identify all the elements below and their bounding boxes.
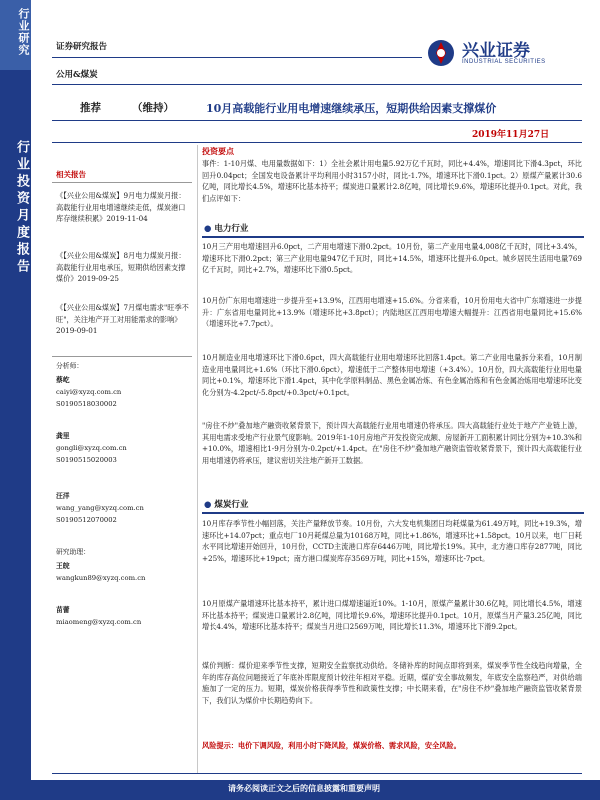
footer-disclaimer[interactable]: 请务必阅读正文之后的信息披露和重要声明 (228, 783, 380, 793)
assistant-2 (56, 604, 186, 628)
power-section-heading (204, 222, 248, 234)
bullet-icon: ● (204, 224, 212, 234)
rating-label: 推荐 (80, 102, 101, 114)
risk-warning: 风险提示：电价下调风险，利用小时下降风险，煤炭价格、需求风险，安全风险。 (202, 741, 461, 750)
analyst-3-name: 汪洋 (56, 492, 70, 500)
related-report-3[interactable]: 《【兴业公用&煤炭】7月煤电需求"旺季不旺"，关注地产开工对用能需求的影响》2019-09-01 (56, 303, 189, 335)
analyst-2 (56, 430, 186, 466)
paragraph-coal-2: 10月原煤产量增速环比基本持平，累计进口煤增速逼近10%。1-10月，原煤产量累计30.6亿吨，同比增长4.5%，增速环比基本持平；煤炭进口量累计2.8亿吨，同比增长9.6%，增速环比提升0.1pct。10月，原煤当月产量3.25亿吨，同比增长4.4%，增速环比基本持平；煤炭当月进口2569万吨，同比增长11.3%，增速环比下滑9.2pct。 (202, 599, 582, 632)
analyst-2-email[interactable]: gongli@xyzq.com.cn (56, 444, 127, 452)
sidebar-top-text: 行业研究 (17, 8, 30, 56)
header-divider (52, 57, 422, 58)
header-rule (52, 84, 582, 85)
logo-en: INDUSTRIAL SECURITIES (462, 59, 546, 65)
paragraph-power-2: 10月份广东用电增速进一步提升至+13.9%，江西用电增速+15.6%。分省来看，10月份用电大省中广东增速进一步提升：广东省用电量同比+13.9%（增速环比+3.8pct）；内陆地区江西用电增速大幅提升：江西省用电量同比+15.6%（增速环比+7.7pct）。 (202, 296, 582, 329)
assistant-2-email[interactable]: miaomeng@xyzq.com.cn (56, 618, 142, 626)
related-reports-heading: 相关报告 (56, 170, 86, 179)
coal-section-rule (202, 512, 584, 514)
bullet-icon: ● (204, 500, 212, 510)
analyst-2-cert: S0190515020003 (56, 456, 117, 464)
logo-cn: 兴业证券 (462, 41, 530, 61)
column-divider (197, 145, 198, 773)
company-logo (426, 36, 581, 72)
paragraph-power-3: 10月制造业用电增速环比下滑0.6pct，四大高载能行业用电增速环比回落1.4pct。第二产业用电量拆分来看，10月制造业用电量同比+1.6%（环比下滑0.6pct），增速低于二产整体用电增速（+3.4%）。10月份，四大高载能行业用电量同比+0.1%，增速环比下滑1.4pct，其中化学原料制品、黑色金属冶炼、有色金属冶炼和有色金属冶炼用电增速环比变化分别为-4.2pct/-5.8pct/+0.3pct/+0.1pct。 (202, 353, 582, 397)
analyst-1-name: 蔡屹 (56, 376, 70, 384)
title-rule (52, 120, 582, 121)
assistant-1-email[interactable]: wangkun89@xyzq.com.cn (56, 574, 146, 582)
related-report-1[interactable]: 《【兴业公用&煤炭】9月电力煤炭月报：高载能行业用电增速继续走低，煤炭港口库存继续积累》2019-11-04 (56, 191, 186, 223)
related-divider (52, 182, 192, 183)
assistant-1 (56, 560, 186, 584)
power-section-rule (202, 236, 584, 238)
analyst-1 (56, 374, 186, 410)
paragraph-coal-1: 10月库存季节性小幅回落，关注产量释放节奏。10月份，六大发电机集团日均耗煤量为61.49万吨，同比+19.3%，增速环比+14.07pct；重点电厂10月耗煤总量为10168万吨，同比+1.86%，增速环比+1.58pct。10月以来，电厂日耗水平同比增速开始回升，10月份，CCTD主流港口库存6446万吨，同比增长19%。其中，北方港口库存2877吨，同比+25%，增速环比+19pct；南方港口煤炭库存3569万吨，同比+15%，增速环比-7pct。 (202, 519, 582, 563)
logo-mark-icon (426, 38, 456, 68)
analyst-3 (56, 490, 186, 526)
assistant-role-label: 研究助理： (56, 548, 90, 556)
footer-rule (52, 773, 582, 774)
related-report-2[interactable]: 《【兴业公用&煤炭】8月电力煤炭月报：高载能行业用电承压，短期供给因素支撑煤价》2019-09-25 (56, 251, 186, 283)
paragraph-power-1: 10月三产用电增速回升6.0pct，二产用电增速下滑0.2pct。10月份，第二产业用电量4,008亿千瓦时，同比+3.4%，增速环比下滑0.2pct；第三产业用电量947亿千瓦时，同比+14.5%，增速环比提升6.0pct。城乡居民生活用电量769亿千瓦时，同比+2.7%，增速环比下滑0.5pct。 (202, 242, 582, 275)
analyst-1-email[interactable]: caiyi@xyzq.com.cn (56, 388, 122, 396)
coal-section-label: 煤炭行业 (214, 500, 249, 510)
assistant-2-name: 苗蕾 (56, 606, 70, 614)
report-date: 2019年11月27日 (472, 130, 550, 140)
sidebar-report-type: 行业投资月度报告 (14, 140, 29, 276)
power-section-label: 电力行业 (214, 224, 249, 234)
analyst-2-name: 龚里 (56, 432, 70, 440)
rating-status: （维持） (132, 102, 174, 114)
coal-section-heading (204, 498, 248, 510)
analyst-3-cert: S0190512070002 (56, 516, 117, 524)
report-type-label: 证券研究报告 (56, 42, 108, 52)
report-title: 10月高载能行业用电增速继续承压，短期供给因素支撑煤价 (206, 102, 497, 115)
paragraph-event: 事件：1-10月煤、电用量数据如下：1）全社会累计用电量5.92万亿千瓦时，同比+4.4%，增速同比下滑4.3pct，环比回升0.04pct；全国发电设备累计平均利用小时3157小时，同比-1.7%，增速环比下滑0.1pct。2）原煤产量累计30.6亿吨，同比增长4.5%，增速环比基本持平；煤炭进口量累计2.8亿吨，同比增长9.6%，增速环比提升0.1pct。对此，我们点评如下： (202, 159, 582, 203)
analyst-1-cert: S0190518030002 (56, 400, 117, 408)
date-rule (52, 142, 582, 143)
analyst-divider (52, 356, 192, 357)
paragraph-power-4: "房住不炒"叠加地产融资收紧背景下，预计四大高载能行业用电增速仍将承压。四大高载能行业处于地产产业链上游，其用电需求受地产行业景气度影响。2019年1-10月房地产开发投资完成额、房屋新开工面积累计同比分别为+10.3%和+10.0%，增速相比1-9月分别为-0.2pct/+1.4pct。在"房住不炒"叠加地产融资监管收紧背景下，预计四大高载能行业用电增速仍将承压，建议密切关注地产新开工数据。 (202, 421, 582, 465)
analyst-3-email[interactable]: wang_yang@xyzq.com.cn (56, 504, 144, 512)
paragraph-coal-price: 煤价判断：煤价迎来季节性支撑，短期安全监察扰动供给。冬储补库的时间点即将到来，煤炭季节性全线趋向增量，全年的库存高位问题接近了年底补库限度预计较往年相对平稳。近期，煤矿安全事故频发，年底安全监察趋严，对供给端施加了一定的压力。短期，煤炭价格获得季节性和政策性支撑；中长期来看，在"房住不炒"叠加地产融资监管收紧背景下，我们认为煤价中长期趋势向下。 (202, 661, 582, 705)
industry-label: 公用&煤炭 (56, 70, 98, 80)
analyst-role-label: 分析师： (56, 362, 84, 370)
sidebar (0, 0, 31, 800)
assistant-1-name: 王皖 (56, 562, 70, 570)
summary-heading: 投资要点 (202, 146, 234, 156)
